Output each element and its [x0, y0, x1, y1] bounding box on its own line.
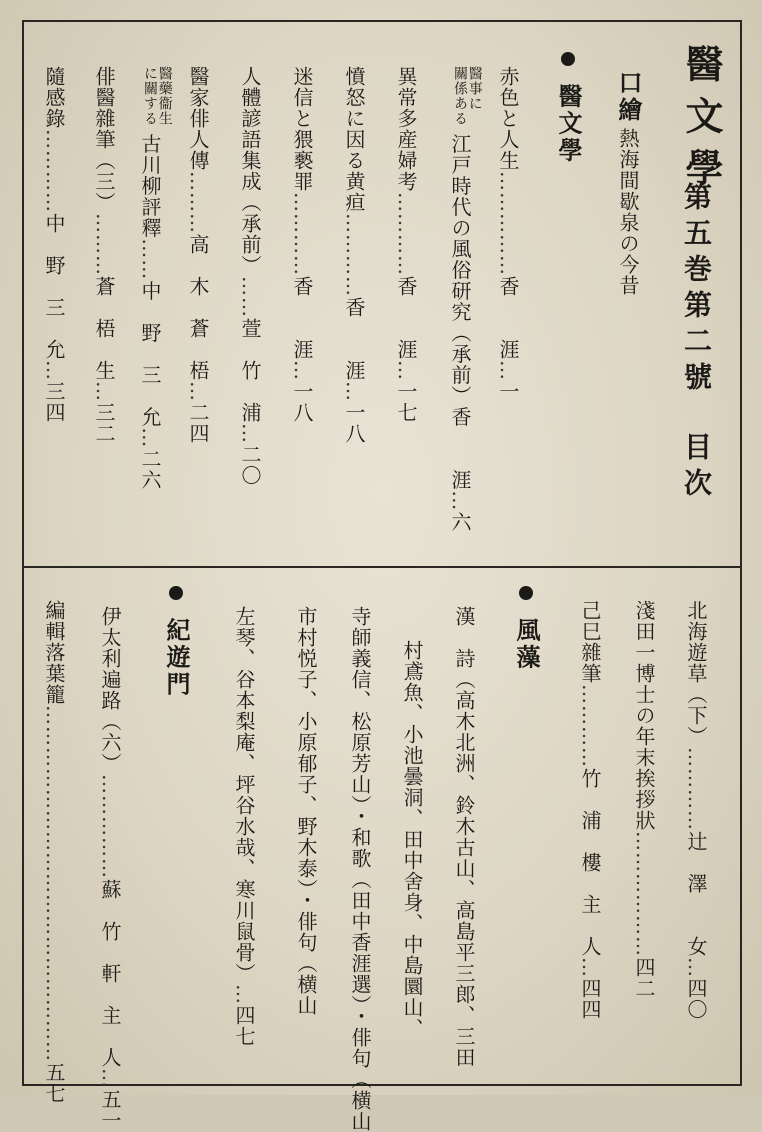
toc-entry[interactable]: 淺田一博士の年末挨拶狀………………四二: [632, 600, 656, 999]
toc-entry[interactable]: 俳醫雜筆（三）………蒼 梧 生…三二: [92, 66, 116, 444]
toc-entry[interactable]: 伊太利遍路（六）……………蘇 竹 軒 主 人…五一: [98, 606, 122, 1131]
journal-title: 醫文學: [679, 44, 724, 200]
toc-entry[interactable]: 迷信と猥褻罪…………香 涯…一八: [290, 66, 314, 423]
toc-entry[interactable]: 隨感錄…………中 野 三 允…三四: [42, 66, 66, 423]
toc-entry[interactable]: 北海遊草（下）…………辻 澤 女…四〇: [684, 600, 708, 1020]
toc-entry[interactable]: 人體諺語集成（承前）……萱 竹 浦…二〇: [238, 66, 262, 486]
toc-entry-poetry: 村鳶魚、小池曇洞、田中舍身、中島圜山、: [400, 640, 424, 1039]
toc-entry[interactable]: 己巳雜筆…………竹 浦 樓 主 人…四四: [578, 600, 602, 1020]
toc-entry-poetry: 左琴、谷本梨庵、坪谷水哉、寒川鼠骨）…四七: [232, 606, 256, 1047]
toc-entry-editorial[interactable]: 編輯落葉籠……………………………………………五七: [42, 600, 66, 1104]
horizontal-divider: [22, 566, 740, 568]
toc-entry[interactable]: 醫事に 關係ある 江戸時代の風俗研究（承前）香 涯…六: [448, 66, 483, 533]
toc-entry-poetry[interactable]: 漢 詩（高木北洲、鈴木古山、高島平三郎、三田: [452, 606, 476, 1068]
issue-label: 第二號 目次: [680, 290, 713, 504]
frontispiece-title: 熱海間歇泉の今昔: [616, 128, 640, 296]
toc-entry[interactable]: 異常多産婦考…………香 涯…一七: [394, 66, 418, 423]
toc-entry[interactable]: 憤怒に因る黄疸…………香 涯…一八: [342, 66, 366, 444]
bullet-icon: [169, 586, 183, 600]
bullet-icon: [519, 586, 533, 600]
toc-entry[interactable]: 醫藥衞生 に關する 古川柳評釋……中 野 三 允…二六: [138, 66, 173, 491]
toc-entry[interactable]: 赤色と人生……………香 涯…一: [496, 66, 520, 402]
toc-entry-poetry: 寺師義信、松原芳山）・和歌（田中香涯選）・俳句（横山: [348, 606, 372, 1132]
volume-label: 第五巻: [680, 182, 713, 290]
section-heading-fuso: 風藻: [514, 586, 538, 671]
toc-entry[interactable]: 醫家俳人傳………高 木 蒼 梧…二四: [186, 66, 210, 444]
section-heading-ibungaku: 醫文學: [556, 52, 580, 164]
frontispiece-label: 口繪: [614, 70, 643, 124]
section-heading-kiyumon: 紀遊門: [164, 586, 188, 698]
toc-entry-poetry: 市村悦子、小原郁子、野木泰）・俳句（横山: [294, 606, 318, 1016]
bullet-icon: [561, 52, 575, 66]
